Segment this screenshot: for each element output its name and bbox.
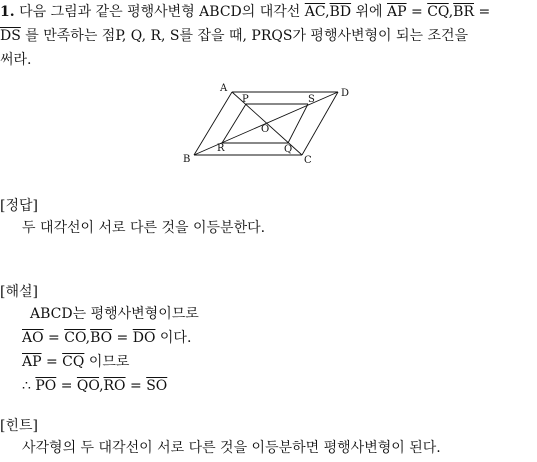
problem-line-3 [0,50,32,70]
explanation-line-4: ∴ $\overline{PO} = \overline{QO},\overline{RO} = \overline{SO}$ [22,378,168,394]
problem-line-2 [0,26,468,46]
segment-cq-2: $\overline{CQ}$ [62,354,85,370]
segment-bo: $\overline{BO}$ [90,330,113,346]
parallelogram-diagram [180,80,360,170]
segment-br: $\overline{BR}$ [453,4,474,20]
segment-do: $\overline{DO}$ [132,330,156,346]
therefore-symbol: ∴ [22,378,31,394]
segment-ap: $\overline{AP}$ [387,4,407,20]
hint-text: 사각형의 두 대각선이 서로 다른 것을 이등분하면 평행사변형이 된다. [22,440,441,456]
segment-ap-2: $\overline{AP}$ [22,354,42,370]
label-r: R [217,143,225,154]
label-c: C [304,155,312,166]
label-d: D [341,88,350,99]
segment-ao: $\overline{AO}$ [22,330,44,346]
segment-po: $\overline{PO}$ [35,378,57,394]
answer-heading: [정답] [0,198,38,214]
explanation-line-2: $\overline{AO} = \overline{CO},\overline{BO} = \overline{DO}$ 이다. [22,330,192,346]
explanation-line-1: ABCD는 평행사변형이므로 [30,306,199,322]
segment-so: $\overline{SO}$ [146,378,168,394]
segment-ds: $\overline{DS}$ [0,28,21,44]
segment-ro: $\overline{RO}$ [103,378,126,394]
problem-text-1: 다음 그림과 같은 평행사변형 ABCD의 대각선 [19,4,301,20]
segment-ac: $\overline{AC}$ [304,4,326,20]
label-b: B [183,154,191,165]
problem-line-1: 1. 다음 그림과 같은 평행사변형 ABCD의 대각선 $\overline{AC},\overline{BD}$ 위에 $\overline{AP} = \overline{CQ},\overline{BR}$ = [0,4,491,20]
segment-bd: $\overline{BD}$ [329,4,352,20]
segment-cq: $\overline{CQ}$ [427,4,449,20]
problem-number: 1. [0,4,15,20]
segment-qo: $\overline{QO}$ [76,378,100,394]
explanation-line-3: $\overline{AP} = \overline{CQ}$ 이므로 [22,354,130,370]
explanation-heading: [해설] [0,284,38,300]
side-ba [194,92,232,155]
problem-text-2: 위에 [355,4,383,20]
label-p: P [242,94,249,105]
problem-text-3: 를 만족하는 점P, Q, R, S를 잡을 때, PRQS가 평행사변형이 되는 조건을 [25,28,469,44]
hint-heading: [힌트] [0,418,38,434]
segment-co: $\overline{CO}$ [64,330,86,346]
answer-text: 두 대각선이 서로 다른 것을 이등분한다. [22,220,266,236]
label-o: O [261,124,270,135]
problem-text-4: 써라. [0,52,32,68]
label-a: A [220,83,228,94]
label-q: Q [284,144,293,155]
label-s: S [308,94,315,105]
